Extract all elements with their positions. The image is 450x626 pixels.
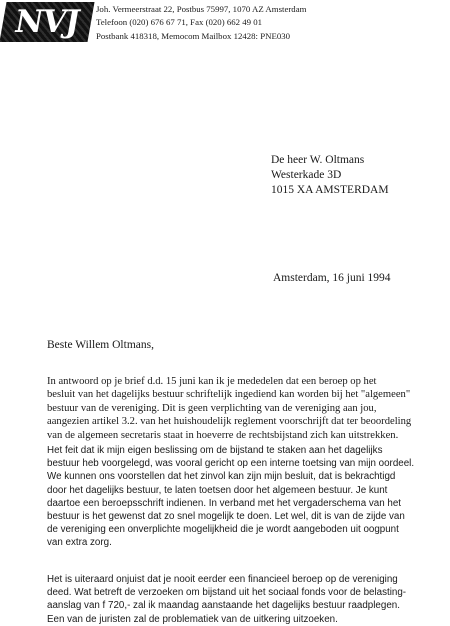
letter-date: Amsterdam, 16 juni 1994 — [273, 272, 391, 284]
paragraph-line: daartoe een beroepsschrift indienen. In verband met het vergaderschema van het — [47, 497, 401, 509]
paragraph-line: besluit van het dagelijks bestuur schriftelijk ingediend kan worden bij het "algemeen" — [47, 389, 411, 401]
recipient-city: 1015 XA AMSTERDAM — [271, 184, 389, 196]
paragraph-line: bestuur van de vereniging. Dit is geen verplichting van de vereniging aan jou, — [47, 402, 377, 414]
letterhead-address-line: Joh. Vermeerstraat 22, Postbus 75997, 1070 AZ Amsterdam — [96, 4, 307, 14]
paragraph-line: de vereniging een onverplichte mogelijkheid die je wordt aangeboden uit oogpunt — [47, 524, 399, 536]
recipient-address-block — [271, 153, 389, 198]
paragraph-line: van extra zorg. — [47, 537, 112, 549]
paragraph-line: Een van de juristen zal de problematiek van de uitkering uitzoeken. — [47, 613, 338, 625]
paragraph-line: Het is uiteraard onjuist dat je nooit eerder een financieel beroep op de vereniging — [47, 574, 398, 585]
letterhead-phone-line: Telefoon (020) 676 67 71, Fax (020) 662 49 01 — [96, 17, 263, 27]
paragraph-line: bestuur heb voorgelegd, was vooral gericht op een interne toetsing van mijn oordeel. — [47, 458, 415, 470]
paragraph-line: bestuur is het gewenst dat zo snel mogelijk te doen. Let wel, dit is van de zijde van — [47, 511, 405, 523]
paragraph-line: door het dagelijks bestuur, te laten toetsen door het algemeen bestuur. Je kunt — [47, 484, 388, 496]
salutation: Beste Willem Oltmans, — [47, 339, 154, 351]
paragraph-line: van de algemeen secretaris staat in hoeverre de rechtsbijstand zich kan uitstrekken. — [47, 429, 399, 441]
nvj-logo: NVJ — [0, 2, 95, 42]
body-paragraph-2 — [47, 444, 442, 550]
recipient-name: De heer W. Oltmans — [271, 154, 365, 166]
paragraph-line: We kunnen ons voorstellen dat het zinvol kan zijn mijn besluit, dat is bekrachtigd — [47, 471, 396, 483]
recipient-street: Westerkade 3D — [271, 169, 342, 181]
paragraph-line: aangezien artikel 3.2. van het huishoudelijk reglement voorschrijft dat ter beoordeling — [47, 416, 412, 428]
paragraph-line: Het feit dat ik mijn eigen beslissing om de bijstand te staken aan het dagelijks — [47, 445, 383, 456]
body-paragraph-1 — [47, 375, 442, 442]
body-paragraph-3 — [47, 573, 442, 626]
paragraph-line: In antwoord op je brief d.d. 15 juni kan ik je mededelen dat een beroep op het — [47, 376, 377, 387]
paragraph-line: aanslag van f 720,- zal ik maandag aanstaande het dagelijks bestuur raadplegen. — [47, 600, 400, 612]
letterhead-postbank-line: Postbank 418318, Memocom Mailbox 12428: PNE030 — [96, 31, 291, 41]
paragraph-line: deed. Wat betreft de verzoeken om bijstand uit het sociaal fonds voor de belasting- — [47, 587, 407, 599]
